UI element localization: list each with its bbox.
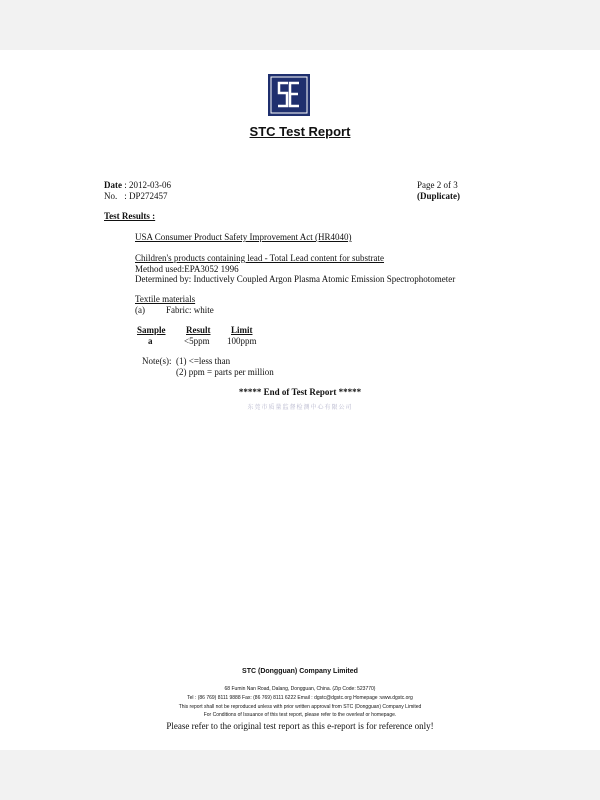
number-value: : DP272457 [124,191,168,201]
notes-label: Note(s): [142,356,172,366]
table-cell-result: <5ppm [184,336,210,346]
footer-disclaimer-2: For Conditions of Issuance of this test report, please refer to the overleaf or homepage. [203,712,397,718]
footer-notice: Please refer to the original test report as this e-report is for reference only! [166,721,434,731]
footer-company: STC (Dongguan) Company Limited [242,668,358,675]
date-value: : 2012-03-06 [124,180,171,190]
note-1: (1) <=less than [176,356,231,366]
table-cell-sample: a [148,336,153,346]
report-title: STC Test Report [249,124,351,139]
table-header-result: Result [186,325,211,335]
chinese-stamp-text: 东莞市质量监督检测中心有限公司 [247,404,353,411]
duplicate-label: (Duplicate) [417,191,460,201]
footer-address: 68 Fumin Nan Road, Dalang, Dongguan, China. (Zip Code: 523770) [224,686,376,692]
number-row [104,191,168,202]
fabric-value: Fabric: white [166,305,214,315]
number-label: No. [104,191,118,201]
footer-disclaimer-1: This report shall not be reproduced unless with prior written approval from STC (Dongguan) Company Limited [178,704,422,710]
test-results-heading: Test Results : [104,211,156,221]
table-cell-limit: 100ppm [227,336,257,346]
report-page [0,50,600,750]
date-row [104,180,171,191]
materials-heading: Textile materials [135,294,196,304]
act-title: USA Consumer Product Safety Improvement Act (HR4040) [135,232,352,242]
table-header-limit: Limit [231,325,253,335]
table-header-sample: Sample [137,325,166,335]
end-of-report: ***** End of Test Report ***** [238,387,362,397]
date-label: Date [104,180,122,190]
page-number: Page 2 of 3 [417,180,458,190]
determined-text: Determined by: Inductively Coupled Argon Plasma Atomic Emission Spectrophotometer [135,274,456,284]
method-text: Method used:EPA3052 1996 [135,264,239,274]
footer-contact: Tel : (86 769) 8111 9888 Fax: (86 769) 8111 6222 Email : dgstc@dgstc.org Homepage :www.dgstc.org [187,695,413,701]
stc-logo-icon [268,74,310,116]
fabric-label: (a) [135,305,145,315]
note-2: (2) ppm = parts per million [176,367,274,377]
lead-heading: Children's products containing lead - Total Lead content for substrate [135,253,385,263]
